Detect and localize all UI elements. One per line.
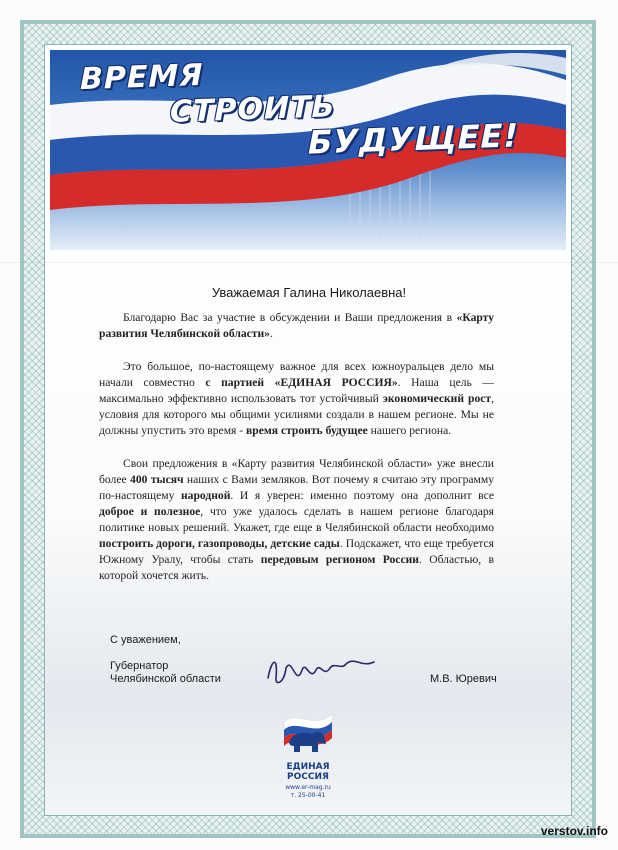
banner [50,50,566,250]
closing: С уважением, [110,634,181,646]
paper-fold [0,262,618,263]
slogan-line-1: ВРЕМЯ [80,57,204,98]
logo-phone: т. 25-00-41 [290,792,326,799]
logo-site: www.er-mag.ru [285,784,331,791]
paragraph-1: Благодарю Вас за участие в обсуждении и Ваши предложения в «Карту развития Челябинской области». [99,311,494,340]
position-line-2: Челябинской области [110,673,221,685]
position-line-1: Губернатор [110,660,169,672]
slogan-line-2: СТРОИТЬ [170,89,336,130]
paragraph-3: Свои предложения в «Карту развития Челябинской области» уже внесли более 400 тысяч наших с Вами земляков. Вот почему я считаю эту программу по-настоящему народной. И я уверен: именно поэтому она дополнит все доброе и полезное, что уже удалось сделать в нашем регионе благодаря политике новых решений. Укажет, где еще в Челябинской области необходимо построить дороги, газопроводы, детские сады. Подскажет, что еще требуется Южному Уралу, чтобы стать передовым регионом России. Областью, в которой хочется жить. [99,457,494,582]
paragraph-2: Это большое, по-настоящему важное для всех южноуральцев дело мы начали совместно с партией «ЕДИНАЯ РОССИЯ». Наша цель — максимально эффективно использовать тот устойчивый экономический рост, условия для которого мы общими усилиями создали в нашем регионе. Мы не должны упустить это время - время строить будущее нашего региона. [99,360,494,437]
watermark: verstov.info [540,824,608,838]
logo-name-line-2: РОССИЯ [287,772,329,782]
handwritten-signature [262,648,382,694]
signatory-name: М.В. Юревич [430,673,497,685]
bear-flag-icon [276,700,340,762]
slogan-line-3: БУДУЩЕЕ! [308,116,519,162]
letter-text [99,310,494,601]
party-logo [276,700,340,800]
salutation: Уважаемая Галина Николаевна! [211,285,407,300]
logo-name-line-1: ЕДИНАЯ [286,762,330,772]
